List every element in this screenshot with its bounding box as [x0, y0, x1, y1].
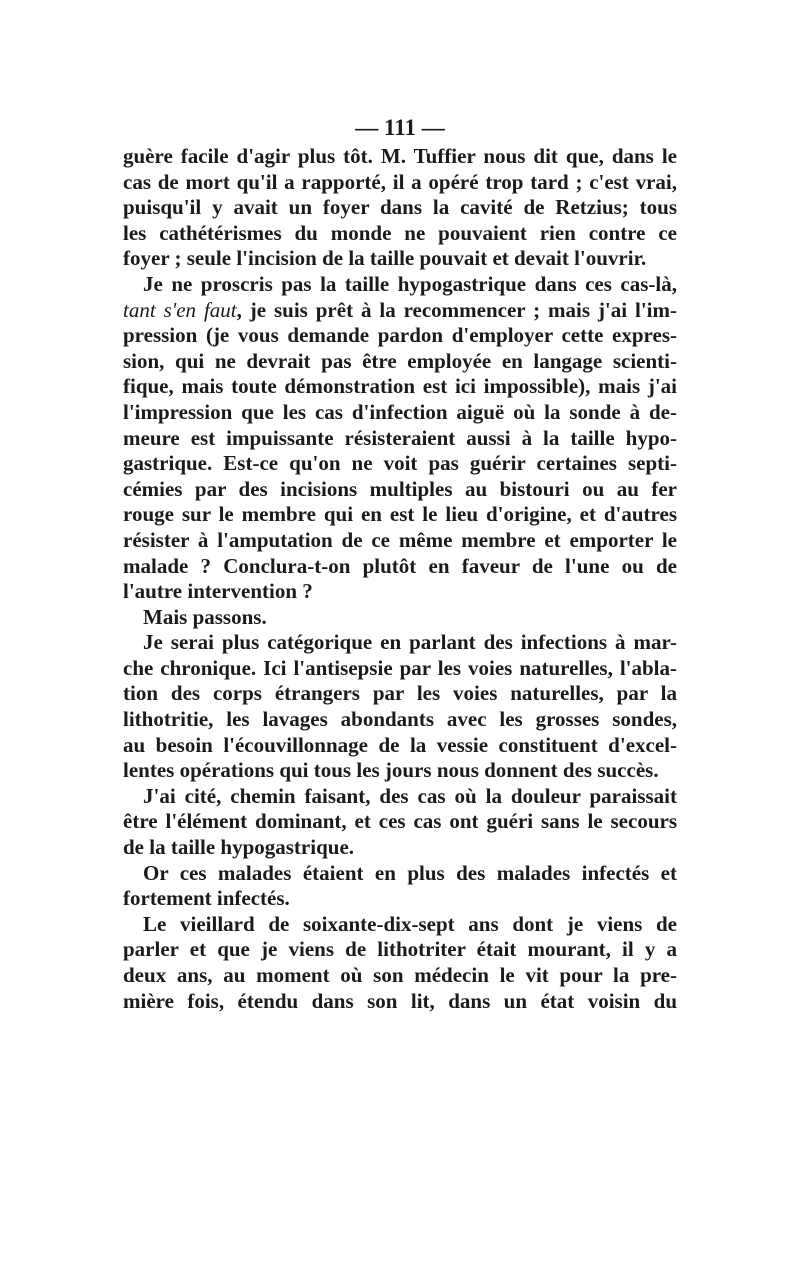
text-line: rouge sur le membre qui en est le lieu d'origine, et d'autres [123, 502, 677, 527]
text-line: lithotritie, les lavages abondants avec les grosses sondes, [123, 707, 677, 732]
text-line: pression (je vous demande pardon d'employer cette expres- [123, 323, 677, 348]
paragraph [123, 630, 677, 784]
text-line: J'ai cité, chemin faisant, des cas où la douleur paraissait [143, 783, 677, 808]
text-line: deux ans, au moment où son médecin le vit pour la pre- [123, 963, 677, 987]
paragraph [123, 272, 677, 605]
text-line: Or ces malades étaient en plus des malades infectés et [143, 860, 677, 885]
text-line: che chronique. Ici l'antisepsie par les voies naturelles, l'abla- [123, 655, 677, 680]
text-line: lentes opérations qui tous les jours nous donnent des succès. [123, 758, 659, 783]
text-line: puisqu'il y avait un foyer dans la cavité de Retzius; tous [123, 195, 677, 220]
text-line: les cathétérismes du monde ne pouvaient rien contre ce [123, 220, 677, 245]
text-line: cas de mort qu'il a rapporté, il a opéré trop tard ; c'est vrai, [123, 169, 677, 194]
text-line: parler et que je viens de lithotriter était mourant, il y a [123, 937, 677, 962]
text-line: au besoin l'écouvillonnage de la vessie constituent d'excel- [123, 732, 677, 757]
book-page [123, 112, 677, 1014]
text-line: tion des corps étrangers par les voies naturelles, par la [123, 681, 677, 706]
text-line: Je serai plus catégorique en parlant des infections à mar- [143, 630, 677, 655]
text-line-with-italic [123, 298, 677, 324]
text-line: Le vieillard de soixante-dix-sept ans dont je viens de [143, 911, 677, 936]
page-number: — 111 — [355, 115, 445, 140]
paragraph [123, 784, 677, 861]
text-line: l'autre intervention ? [123, 579, 313, 604]
text-line-rest: , je suis prêt à la recommencer ; mais j'ai l'im- [236, 297, 677, 322]
text-line: Je ne proscris pas la taille hypogastrique dans ces cas-là, [143, 271, 677, 296]
body-text [123, 144, 677, 1014]
text-line: être l'élément dominant, et ces cas ont guéri sans le secours [123, 809, 677, 834]
text-line: Mais passons. [143, 604, 267, 629]
text-line: fortement infectés. [123, 886, 290, 911]
text-line: mière fois, étendu dans son lit, dans un état voisin du [123, 988, 677, 1013]
paragraph [123, 861, 677, 912]
text-line: résister à l'amputation de ce même membre et emporter le [123, 527, 677, 552]
text-line: cémies par des incisions multiples au bistouri ou au fer [123, 476, 677, 501]
text-line: de la taille hypogastrique. [123, 835, 355, 860]
text-line: meure est impuissante résisteraient aussi à la taille hypo- [123, 425, 677, 450]
text-line: sion, qui ne devrait pas être employée en langage scienti- [123, 348, 677, 373]
text-line: l'impression que les cas d'infection aiguë où la sonde à de- [123, 399, 677, 424]
text-line: foyer ; seule l'incision de la taille pouvait et devait l'ouvrir. [123, 246, 647, 271]
paragraph [123, 605, 677, 631]
paragraph [123, 912, 677, 1014]
italic-phrase: tant s'en faut [123, 297, 237, 322]
text-line: gastrique. Est-ce qu'on ne voit pas guérir certaines septi- [123, 451, 677, 476]
text-line: malade ? Conclura-t-on plutôt en faveur de l'une ou de [123, 553, 677, 578]
text-line: fique, mais toute démonstration est ici impossible), mais j'ai [123, 374, 677, 399]
text-line: guère facile d'agir plus tôt. M. Tuffier nous dit que, dans le [123, 144, 677, 168]
paragraph [123, 144, 677, 272]
